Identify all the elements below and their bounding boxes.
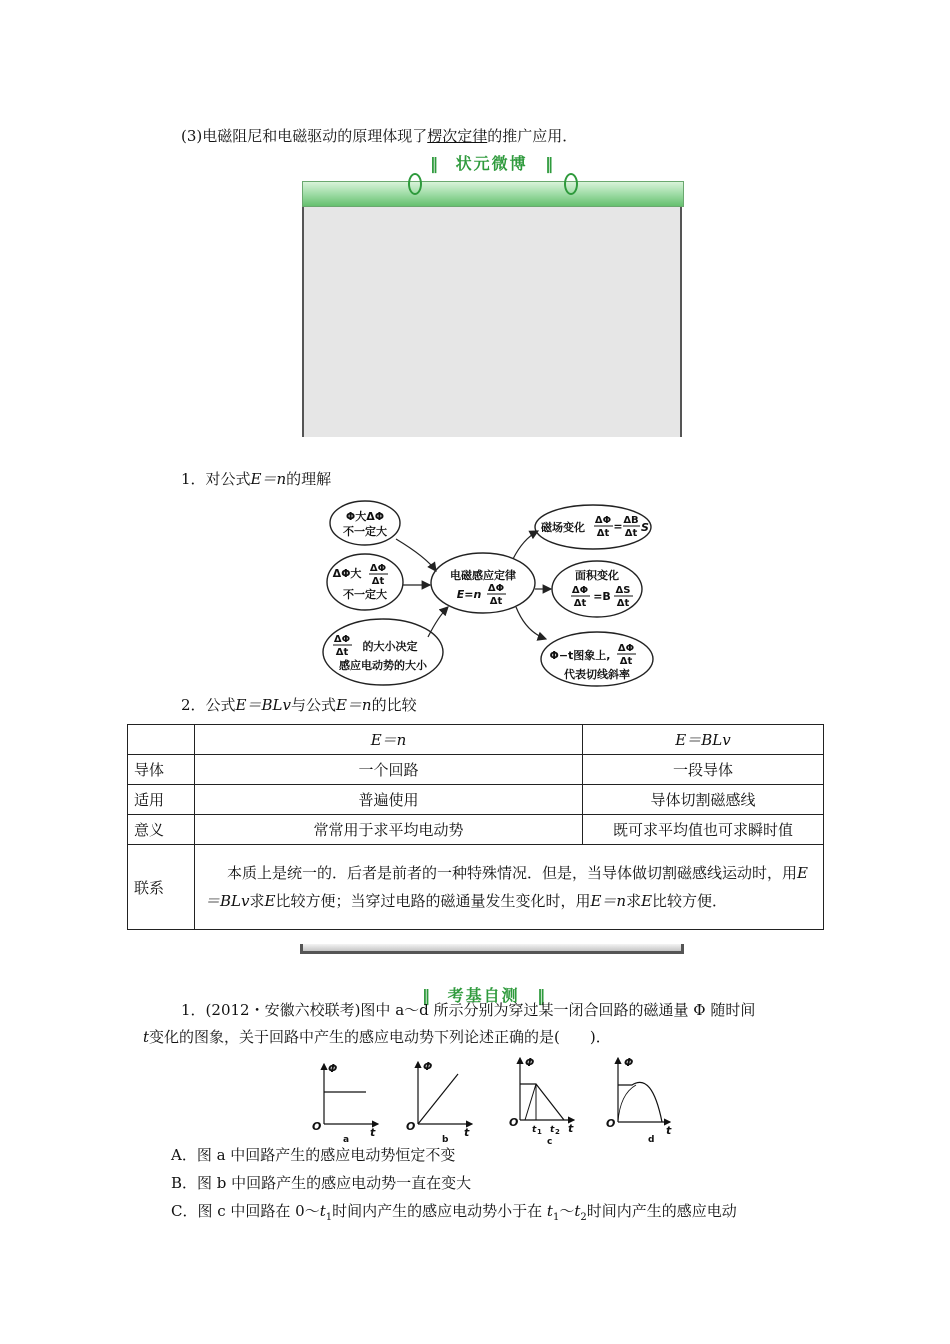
question-line-1: 1．(2012・安徽六校联考)图中 a～d 所示分别为穿过某一闭合回路的磁通量 Φ 随时间 <box>181 1001 756 1019</box>
label-center-formula: E=n <box>456 588 482 601</box>
table-corner-cell <box>128 725 195 755</box>
origin-label: O <box>606 1117 616 1130</box>
label-decides-emf: 感应电动势的大小 <box>339 659 427 672</box>
concept-map <box>318 497 658 691</box>
label-not-sure: 不一定大 <box>343 588 387 601</box>
table-header-cell: E＝n <box>195 725 583 755</box>
question-line-2 <box>143 1027 611 1047</box>
item2-formula-1: E＝BLv <box>235 696 291 714</box>
table-cell: 一段导体 <box>583 755 824 785</box>
whiteboard-graphic <box>302 181 684 437</box>
frac-den: Δt <box>624 528 638 539</box>
axis-label-t: t <box>370 1126 376 1139</box>
board-rail <box>302 181 684 207</box>
relation-e: E <box>264 892 276 910</box>
table-row-label: 导体 <box>128 755 195 785</box>
axis-label-phi: Φ <box>423 1060 433 1073</box>
board-bottom-bar <box>300 944 684 954</box>
label-phi-t-graph: Φ−t图象上, <box>549 649 611 662</box>
comparison-table <box>127 724 824 930</box>
label-area-change: 面积变化 <box>575 569 619 582</box>
graph-c <box>509 1056 574 1147</box>
section-title: 考基自测 <box>447 986 520 1005</box>
heading-bars-left: ‖ <box>430 154 438 173</box>
frac-den: Δt <box>619 656 633 667</box>
question-text: 变化的图象，关于回路中产生的感应电动势下列论述正确的是( )． <box>149 1028 611 1046</box>
intro-line <box>181 126 577 146</box>
frac-num: ΔΦ <box>487 583 505 594</box>
label-phi-big: Φ大ΔΦ <box>345 510 385 523</box>
origin-label: O <box>509 1116 519 1129</box>
relation-text: 比较方便；当穿过电路的磁通量发生变化时，用 <box>275 892 591 910</box>
table-cell: 既可求平均值也可求瞬时值 <box>583 815 824 845</box>
table-row-label: 意义 <box>128 815 195 845</box>
frac-num: ΔB <box>623 515 639 526</box>
axis-label-phi: Φ <box>525 1056 535 1069</box>
question-t: t <box>143 1028 150 1046</box>
item1-heading <box>181 469 331 489</box>
frac-num: ΔS <box>615 585 631 596</box>
item1-prefix: 1．对公式 <box>181 470 251 488</box>
table-row-label: 联系 <box>128 845 195 930</box>
label-ratio-decides: 的大小决定 <box>362 640 418 653</box>
axis-label-t: t <box>666 1124 672 1137</box>
section-title: 状元微博 <box>455 154 528 173</box>
option-a: A．图 a 中回路产生的感应电动势恒定不变 <box>171 1146 456 1164</box>
tick-t2: t <box>550 1125 555 1135</box>
label-tangent-slope: 代表切线斜率 <box>564 668 630 681</box>
label-center-title: 电磁感应定律 <box>450 569 516 582</box>
origin-label: O <box>312 1120 322 1133</box>
intro-suffix: 的推广应用． <box>487 127 578 145</box>
tick-sub1: 1 <box>537 1128 542 1136</box>
item2-prefix: 2．公式 <box>181 696 236 714</box>
relation-formula: E＝n <box>590 892 627 910</box>
table-cell: 一个回路 <box>195 755 583 785</box>
frac-den: Δt <box>371 576 385 587</box>
option-c <box>171 1201 737 1228</box>
relation-text: 求 <box>626 892 642 910</box>
heading-bars-left: ‖ <box>422 986 430 1005</box>
frac-num: ΔΦ <box>333 634 351 645</box>
option-c-text: 时间内产生的感应电动 <box>586 1202 737 1220</box>
underlined-term: 楞次定律 <box>427 127 488 145</box>
graph-caption-c: c <box>547 1137 553 1147</box>
relation-formula: E＝BLv <box>205 864 808 910</box>
label-eq: = <box>613 520 623 533</box>
option-c-t: t <box>574 1202 581 1220</box>
arrow <box>516 607 546 639</box>
label-eq-b: =B <box>593 590 611 603</box>
option-c-sub: 2 <box>580 1212 587 1223</box>
table-row-relation <box>128 845 824 930</box>
table-cell: 导体切割磁感线 <box>583 785 824 815</box>
frac-den: Δt <box>596 528 610 539</box>
table-header-cell: E＝BLv <box>583 725 824 755</box>
graph-caption-a: a <box>343 1135 350 1145</box>
option-c-text: ～ <box>559 1202 575 1220</box>
frac-den: Δt <box>616 598 630 609</box>
option-c-text: 时间内产生的感应电动势小于在 <box>332 1202 547 1220</box>
section-heading-zhuangyuan <box>430 151 553 174</box>
option-c-t: t <box>319 1202 326 1220</box>
arrow <box>396 539 436 571</box>
tick-sub2: 2 <box>555 1128 560 1136</box>
frac-num: ΔΦ <box>369 563 387 574</box>
frac-den: Δt <box>573 598 587 609</box>
option-b: B．图 b 中回路产生的感应电动势一直在变大 <box>171 1174 472 1192</box>
item2-heading <box>181 695 417 715</box>
relation-text: 比较方便． <box>652 892 728 910</box>
frac-den: Δt <box>335 647 349 658</box>
frac-num: ΔΦ <box>594 515 612 526</box>
item2-formula-2: E＝n <box>335 696 372 714</box>
table-cell: 常常用于求平均电动势 <box>195 815 583 845</box>
axis-label-t: t <box>568 1122 574 1135</box>
option-c-t: t <box>546 1202 553 1220</box>
table-row-label: 适用 <box>128 785 195 815</box>
frac-num: ΔΦ <box>617 643 635 654</box>
graph-d <box>606 1056 672 1145</box>
frac-den: Δt <box>489 596 503 607</box>
ring-icon <box>408 173 422 195</box>
option-c-sub: 1 <box>552 1212 560 1223</box>
item1-formula: E＝n <box>250 470 287 488</box>
table-relation-cell <box>195 845 824 930</box>
table-row <box>128 755 824 785</box>
relation-text: 本质上是统一的．后者是前者的一种特殊情况．但是，当导体做切割磁感线运动时，用 <box>227 864 798 882</box>
option-c-text: C．图 c 中回路在 0～ <box>171 1202 320 1220</box>
intro-text: (3)电磁阻尼和电磁驱动的原理体现了 <box>181 127 428 145</box>
table-row <box>128 815 824 845</box>
board-panel <box>302 207 682 437</box>
table-cell: 普遍使用 <box>195 785 583 815</box>
label-dphi-big: ΔΦ大 <box>332 567 362 580</box>
item1-suffix: 的理解 <box>286 470 332 488</box>
frac-num: ΔΦ <box>571 585 589 596</box>
phi-t-graphs <box>306 1052 686 1148</box>
axis-label-phi: Φ <box>624 1056 634 1069</box>
item2-suffix: 的比较 <box>371 696 417 714</box>
arrow <box>513 531 538 559</box>
graph-b <box>406 1060 472 1145</box>
relation-text: 求 <box>249 892 265 910</box>
node-dphi-big <box>327 554 403 610</box>
ring-icon <box>564 173 578 195</box>
axis-label-t: t <box>464 1126 470 1139</box>
heading-bars-right: ‖ <box>545 154 554 173</box>
table-header-row <box>128 725 824 755</box>
axis-label-phi: Φ <box>328 1062 338 1075</box>
heading-bars-right: ‖ <box>537 986 546 1005</box>
graph-caption-d: d <box>648 1135 655 1145</box>
label-field-change: 磁场变化 <box>541 521 585 534</box>
node-phi-big <box>330 501 400 545</box>
relation-e: E <box>641 892 653 910</box>
label-not-sure: 不一定大 <box>343 525 387 538</box>
tick-t1: t <box>532 1125 537 1135</box>
item2-mid: 与公式 <box>290 696 336 714</box>
graph-caption-b: b <box>442 1135 449 1145</box>
origin-label: O <box>406 1120 416 1133</box>
option-c-sub: 1 <box>325 1212 333 1223</box>
node-center-law <box>431 553 535 613</box>
label-s: S <box>641 521 649 534</box>
table-row <box>128 785 824 815</box>
graph-a <box>312 1062 378 1145</box>
